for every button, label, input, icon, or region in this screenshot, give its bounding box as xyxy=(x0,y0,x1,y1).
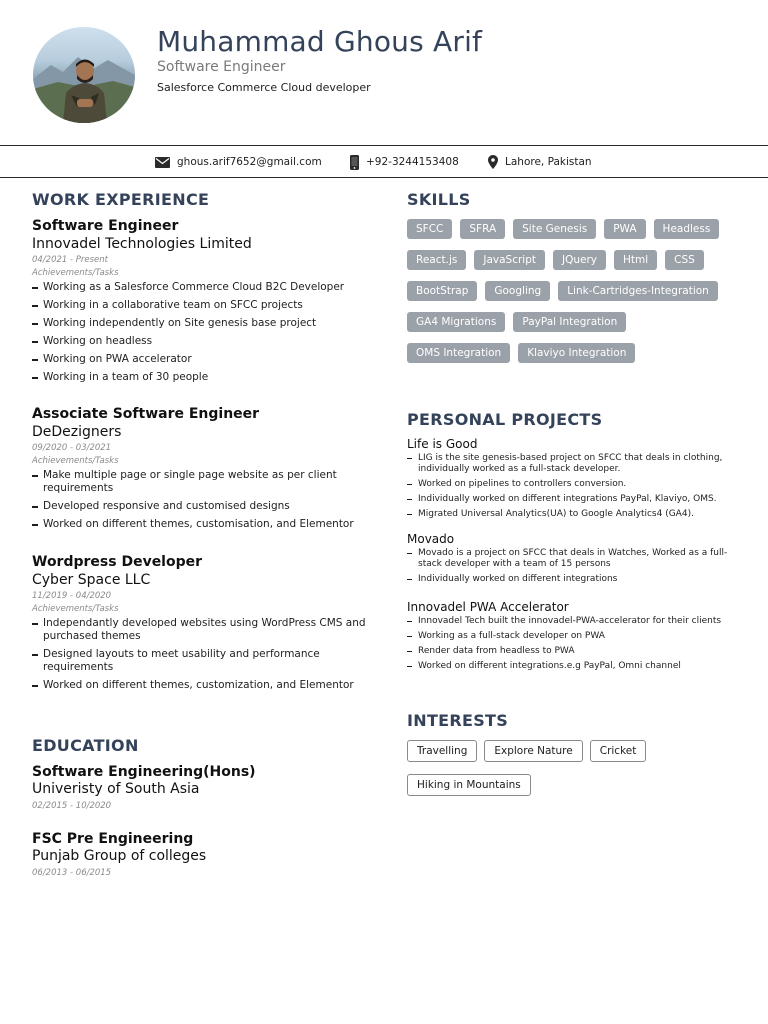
list-item: Independantly developed websites using WordPress CMS and purchased themes xyxy=(32,617,377,643)
list-item: Individually worked on different integrations PayPal, Klaviyo, OMS. xyxy=(407,494,742,505)
skill-row xyxy=(407,343,747,363)
job-date: 04/2021 - Present xyxy=(32,255,109,265)
contact-phone-text: +92-3244153408 xyxy=(366,156,459,168)
project-entry xyxy=(407,437,742,524)
education-school: Univeristy of South Asia xyxy=(32,781,200,797)
list-item: Working in a team of 30 people xyxy=(32,371,377,384)
list-item: Movado is a project on SFCC that deals in Watches, Worked as a full-stack developer with a team of 15 persons xyxy=(407,548,742,570)
contact-location-text: Lahore, Pakistan xyxy=(505,156,592,168)
list-item: Make multiple page or single page website as per client requirements xyxy=(32,469,377,495)
list-item: Migrated Universal Analytics(UA) to Google Analytics4 (GA4). xyxy=(407,509,742,520)
list-item: Designed layouts to meet usability and performance requirements xyxy=(32,648,377,674)
skill-tag: React.js xyxy=(407,250,466,270)
job-title: Associate Software Engineer xyxy=(32,406,260,422)
envelope-icon xyxy=(155,157,170,168)
project-title: Innovadel PWA Accelerator xyxy=(407,600,569,614)
project-title: Life is Good xyxy=(407,437,478,451)
skill-row xyxy=(407,250,747,270)
skill-tag: Html xyxy=(614,250,657,270)
job-date: 09/2020 - 03/2021 xyxy=(32,443,112,453)
skill-tag: Headless xyxy=(654,219,720,239)
skill-tag: JQuery xyxy=(553,250,606,270)
resume-header xyxy=(0,0,768,145)
interest-tag: Hiking in Mountains xyxy=(407,774,531,796)
skill-tag: SFCC xyxy=(407,219,452,239)
skill-tag: PayPal Integration xyxy=(513,312,626,332)
job-title: Wordpress Developer xyxy=(32,554,203,570)
list-item: Individually worked on different integrations xyxy=(407,574,742,585)
education-date: 02/2015 - 10/2020 xyxy=(32,801,112,811)
work-experience-heading: WORK EXPERIENCE xyxy=(32,190,210,209)
list-item: Developed responsive and customised designs xyxy=(32,500,377,513)
education-degree: Software Engineering(Hons) xyxy=(32,764,256,780)
candidate-name: Muhammad Ghous Arif xyxy=(157,25,483,58)
project-bullets xyxy=(407,548,742,585)
phone-icon xyxy=(350,155,359,170)
list-item: Working as a Salesforce Commerce Cloud B2C Developer xyxy=(32,281,377,294)
list-item: Working on PWA accelerator xyxy=(32,353,377,366)
skill-row xyxy=(407,312,747,332)
education-degree: FSC Pre Engineering xyxy=(32,831,194,847)
interest-row xyxy=(407,740,747,762)
project-title: Movado xyxy=(407,532,455,546)
contact-bar xyxy=(0,145,768,178)
job-entry xyxy=(32,217,377,389)
education-heading: EDUCATION xyxy=(32,736,139,755)
skill-row xyxy=(407,281,747,301)
interest-tag: Explore Nature xyxy=(484,740,582,762)
project-entry xyxy=(407,532,742,589)
skill-tag: CSS xyxy=(665,250,704,270)
job-entry xyxy=(32,553,377,697)
job-entry xyxy=(32,405,377,536)
skill-tag: SFRA xyxy=(460,219,505,239)
candidate-role: Software Engineer xyxy=(157,59,286,75)
list-item: LIG is the site genesis-based project on SFCC that deals in clothing, individually worked as a full-stack developer. xyxy=(407,453,742,475)
project-bullets xyxy=(407,616,742,672)
list-item: Working as a full-stack developer on PWA xyxy=(407,631,742,642)
skill-tag: OMS Integration xyxy=(407,343,510,363)
map-pin-icon xyxy=(488,155,498,169)
project-entry xyxy=(407,600,742,676)
list-item: Innovadel Tech built the innovadel-PWA-accelerator for their clients xyxy=(407,616,742,627)
list-item: Working on headless xyxy=(32,335,377,348)
skill-tag: PWA xyxy=(604,219,645,239)
job-bullets xyxy=(32,617,377,692)
job-tasks-label: Achievements/Tasks xyxy=(32,604,119,614)
job-title: Software Engineer xyxy=(32,218,179,234)
list-item: Render data from headless to PWA xyxy=(407,646,742,657)
education-entry xyxy=(32,831,377,879)
skill-tag: GA4 Migrations xyxy=(407,312,505,332)
list-item: Worked on different integrations.e.g PayPal, Omni channel xyxy=(407,661,742,672)
skill-tag: Klaviyo Integration xyxy=(518,343,635,363)
contact-phone[interactable] xyxy=(350,154,459,170)
education-entry xyxy=(32,764,377,812)
skill-row xyxy=(407,219,747,239)
education-school: Punjab Group of colleges xyxy=(32,848,207,864)
list-item: Worked on different themes, customization, and Elementor xyxy=(32,679,377,692)
interest-tag: Travelling xyxy=(407,740,477,762)
profile-photo-illustration xyxy=(33,27,135,123)
candidate-tagline: Salesforce Commerce Cloud developer xyxy=(157,81,371,94)
interest-row xyxy=(407,774,747,796)
skill-tag: BootStrap xyxy=(407,281,477,301)
education-date: 06/2013 - 06/2015 xyxy=(32,868,112,878)
job-company: Cyber Space LLC xyxy=(32,572,151,588)
skill-tag: Link-Cartridges-Integration xyxy=(558,281,718,301)
job-bullets xyxy=(32,281,377,384)
project-bullets xyxy=(407,453,742,520)
job-tasks-label: Achievements/Tasks xyxy=(32,456,119,466)
skill-tag: JavaScript xyxy=(474,250,545,270)
job-bullets xyxy=(32,469,377,531)
job-tasks-label: Achievements/Tasks xyxy=(32,268,119,278)
skills-list xyxy=(407,219,747,374)
contact-email-text: ghous.arif7652@gmail.com xyxy=(177,156,322,168)
list-item: Working independently on Site genesis base project xyxy=(32,317,377,330)
profile-photo xyxy=(33,27,135,123)
list-item: Working in a collaborative team on SFCC projects xyxy=(32,299,377,312)
interests-heading: INTERESTS xyxy=(407,711,509,730)
list-item: Worked on different themes, customisation, and Elementor xyxy=(32,518,377,531)
personal-projects-heading: PERSONAL PROJECTS xyxy=(407,410,603,429)
job-company: DeDezigners xyxy=(32,424,122,440)
interest-tag: Cricket xyxy=(590,740,647,762)
contact-email[interactable] xyxy=(155,154,322,170)
interests-list xyxy=(407,740,747,808)
list-item: Worked on pipelines to controllers conversion. xyxy=(407,479,742,490)
skills-heading: SKILLS xyxy=(407,190,471,209)
job-company: Innovadel Technologies Limited xyxy=(32,236,252,252)
skill-tag: Site Genesis xyxy=(513,219,596,239)
skill-tag: Googling xyxy=(485,281,550,301)
contact-location xyxy=(488,154,592,170)
job-date: 11/2019 - 04/2020 xyxy=(32,591,112,601)
